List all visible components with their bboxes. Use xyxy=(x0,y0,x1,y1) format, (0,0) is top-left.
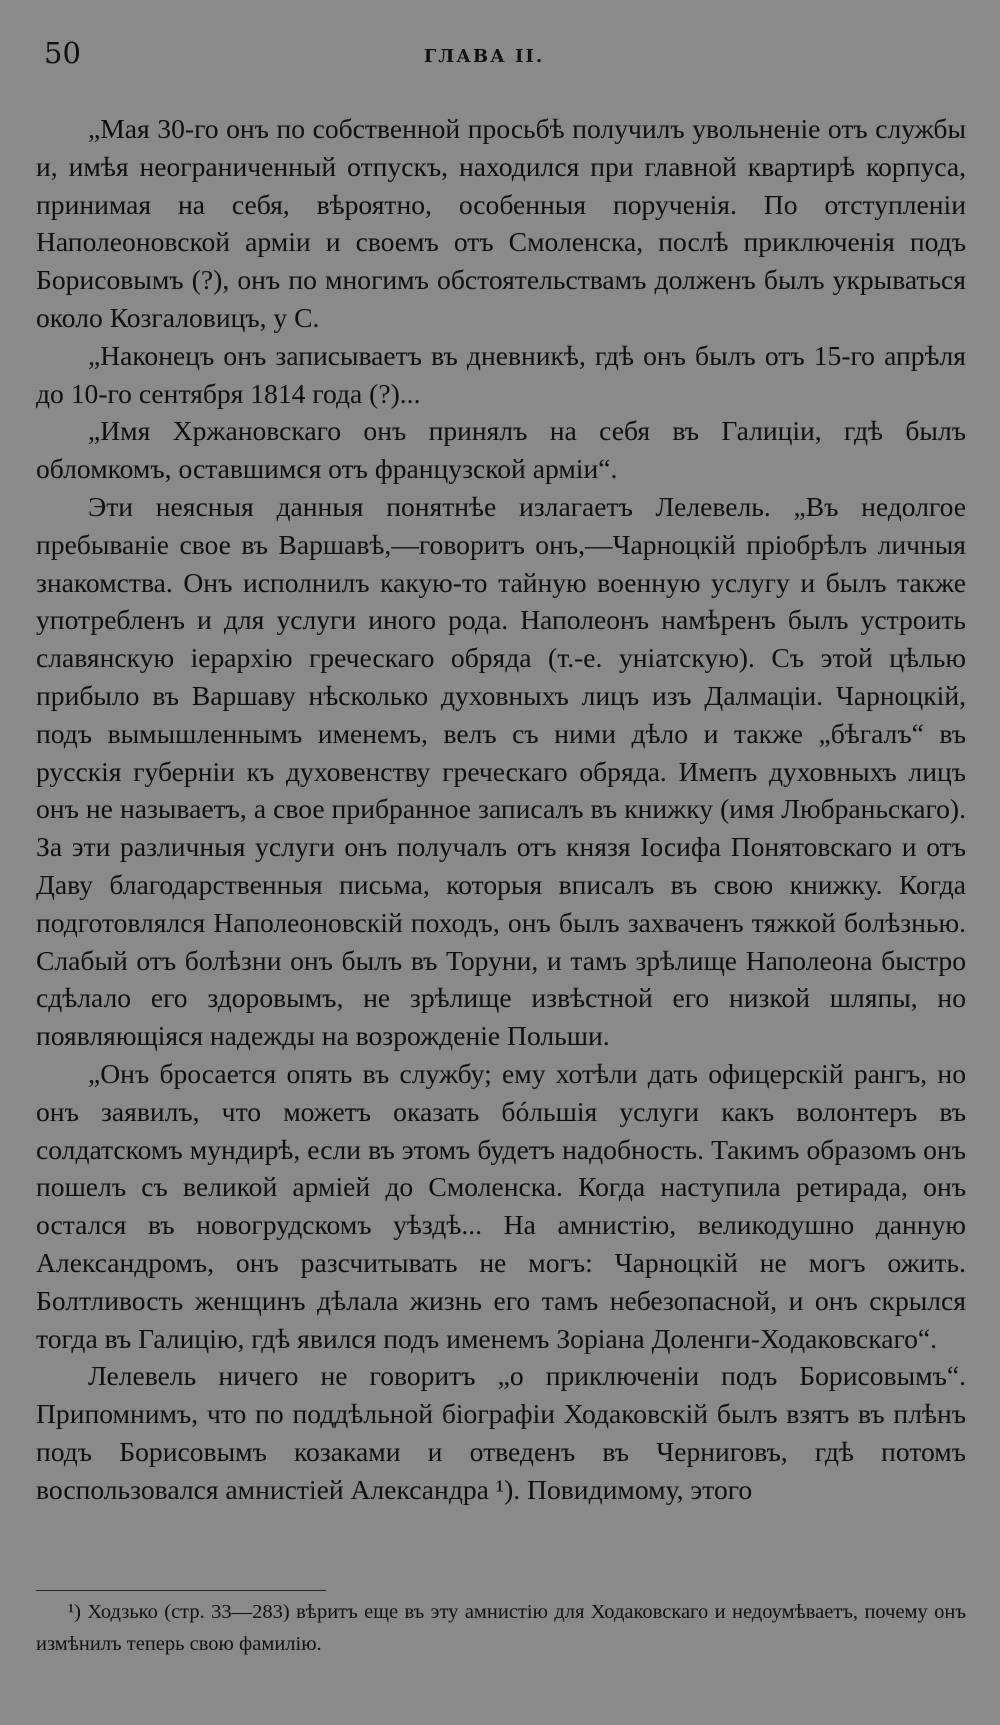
paragraph-4: Эти неясныя данныя понятнѣе излагаетъ Лелевель. „Въ недолгое пребываніе свое въ Варшавѣ,—говоритъ онъ,—Чарноцкій пріобрѣлъ личныя знакомства. Онъ исполнилъ какую-то тайную военную услугу и былъ также употребленъ и для услуги иного рода. Наполеонъ намѣренъ былъ устроить славянскую іерархію греческаго обряда (т.-е. уніатскую). Съ этой цѣлью прибыло въ Варшаву нѣсколько духовныхъ лицъ изъ Далмаціи. Чарноцкій, подъ вымышленнымъ именемъ, велъ съ ними дѣло и также „бѣгалъ“ въ русскія губерніи къ духовенству греческаго обряда. Имепъ духовныхъ лицъ онъ не называетъ, а свое прибранное записалъ въ книжку (имя Любраньскаго). За эти различныя услуги онъ получалъ отъ князя Іосифа Понятовскаго и отъ Даву благодарственныя письма, которыя вписалъ въ свою книжку. Когда подготовлялся Наполеоновскій походъ, онъ былъ захваченъ тяжкой болѣзнью. Слабый отъ болѣзни онъ былъ въ Торуни, и тамъ зрѣлище Наполеона быстро сдѣлало его здоровымъ, не зрѣлище извѣстной его низкой шляпы, но появляющіяся надежды на возрожденіе Польши. xyxy=(36,490,966,1052)
chapter-title: ГЛАВА II. xyxy=(423,46,545,67)
body-text xyxy=(36,110,966,1508)
paragraph-2: „Наконецъ онъ записываетъ въ дневникѣ, гдѣ онъ былъ отъ 15-го апрѣля до 10-го сентября 1814 года (?)... xyxy=(36,339,966,409)
paragraph-6: Лелевель ничего не говоритъ „о приключеніи подъ Борисовымъ“. Припомнимъ, что по поддѣльной біографіи Ходаковскій былъ взятъ въ плѣнъ подъ Борисовымъ козаками и отведенъ въ Черниговъ, гдѣ потомъ воспользовался амнистіей Александра ¹). Повидимому, этого xyxy=(36,1360,966,1505)
footnote xyxy=(36,1596,966,1660)
paragraph-1: „Мая 30-го онъ по собственной просьбѣ получилъ увольненіе отъ службы и, имѣя неограниченный отпускъ, находился при главной квартирѣ корпуса, принимая на себя, вѣроятно, особенныя порученія. По отступленіи Наполеоновской арміи и своемъ отъ Смоленска, послѣ приключенія подъ Борисовымъ (?), онъ по многимъ обстоятельствамъ долженъ былъ укрываться около Козгаловицъ, у С. xyxy=(36,113,966,333)
paragraph-3: „Имя Хржановскаго онъ принялъ на себя въ Галиціи, гдѣ былъ обломкомъ, оставшимся отъ французской арміи“. xyxy=(36,415,966,485)
running-head xyxy=(44,36,964,76)
page-number: 50 xyxy=(44,36,81,70)
footnote-divider xyxy=(36,1590,326,1591)
paragraph-5: „Онъ бросается опять въ службу; ему хотѣли дать офицерскій рангъ, но онъ заявилъ, что можетъ оказать бóльшія услуги какъ волонтеръ въ солдатскомъ мундирѣ, если въ этомъ будетъ надобность. Такимъ образомъ онъ пошелъ съ великой арміей до Смоленска. Когда наступила ретирада, онъ остался въ новогрудскомъ уѣздѣ... На амнистію, великодушно данную Александромъ, онъ разсчитывать не могъ: Чарноцкій не могъ ожить. Болтливость женщинъ дѣлала жизнь его тамъ небезопасной, и онъ скрылся тогда въ Галицію, гдѣ явился подъ именемъ Зоріана Доленги-Ходаковскаго“. xyxy=(36,1057,966,1354)
footnote-text: ¹) Ходзько (стр. 33—283) вѣритъ еще въ эту амнистію для Ходаковскаго и недоумѣваетъ, почему онъ измѣнилъ теперь свою фамилію. xyxy=(36,1601,966,1655)
